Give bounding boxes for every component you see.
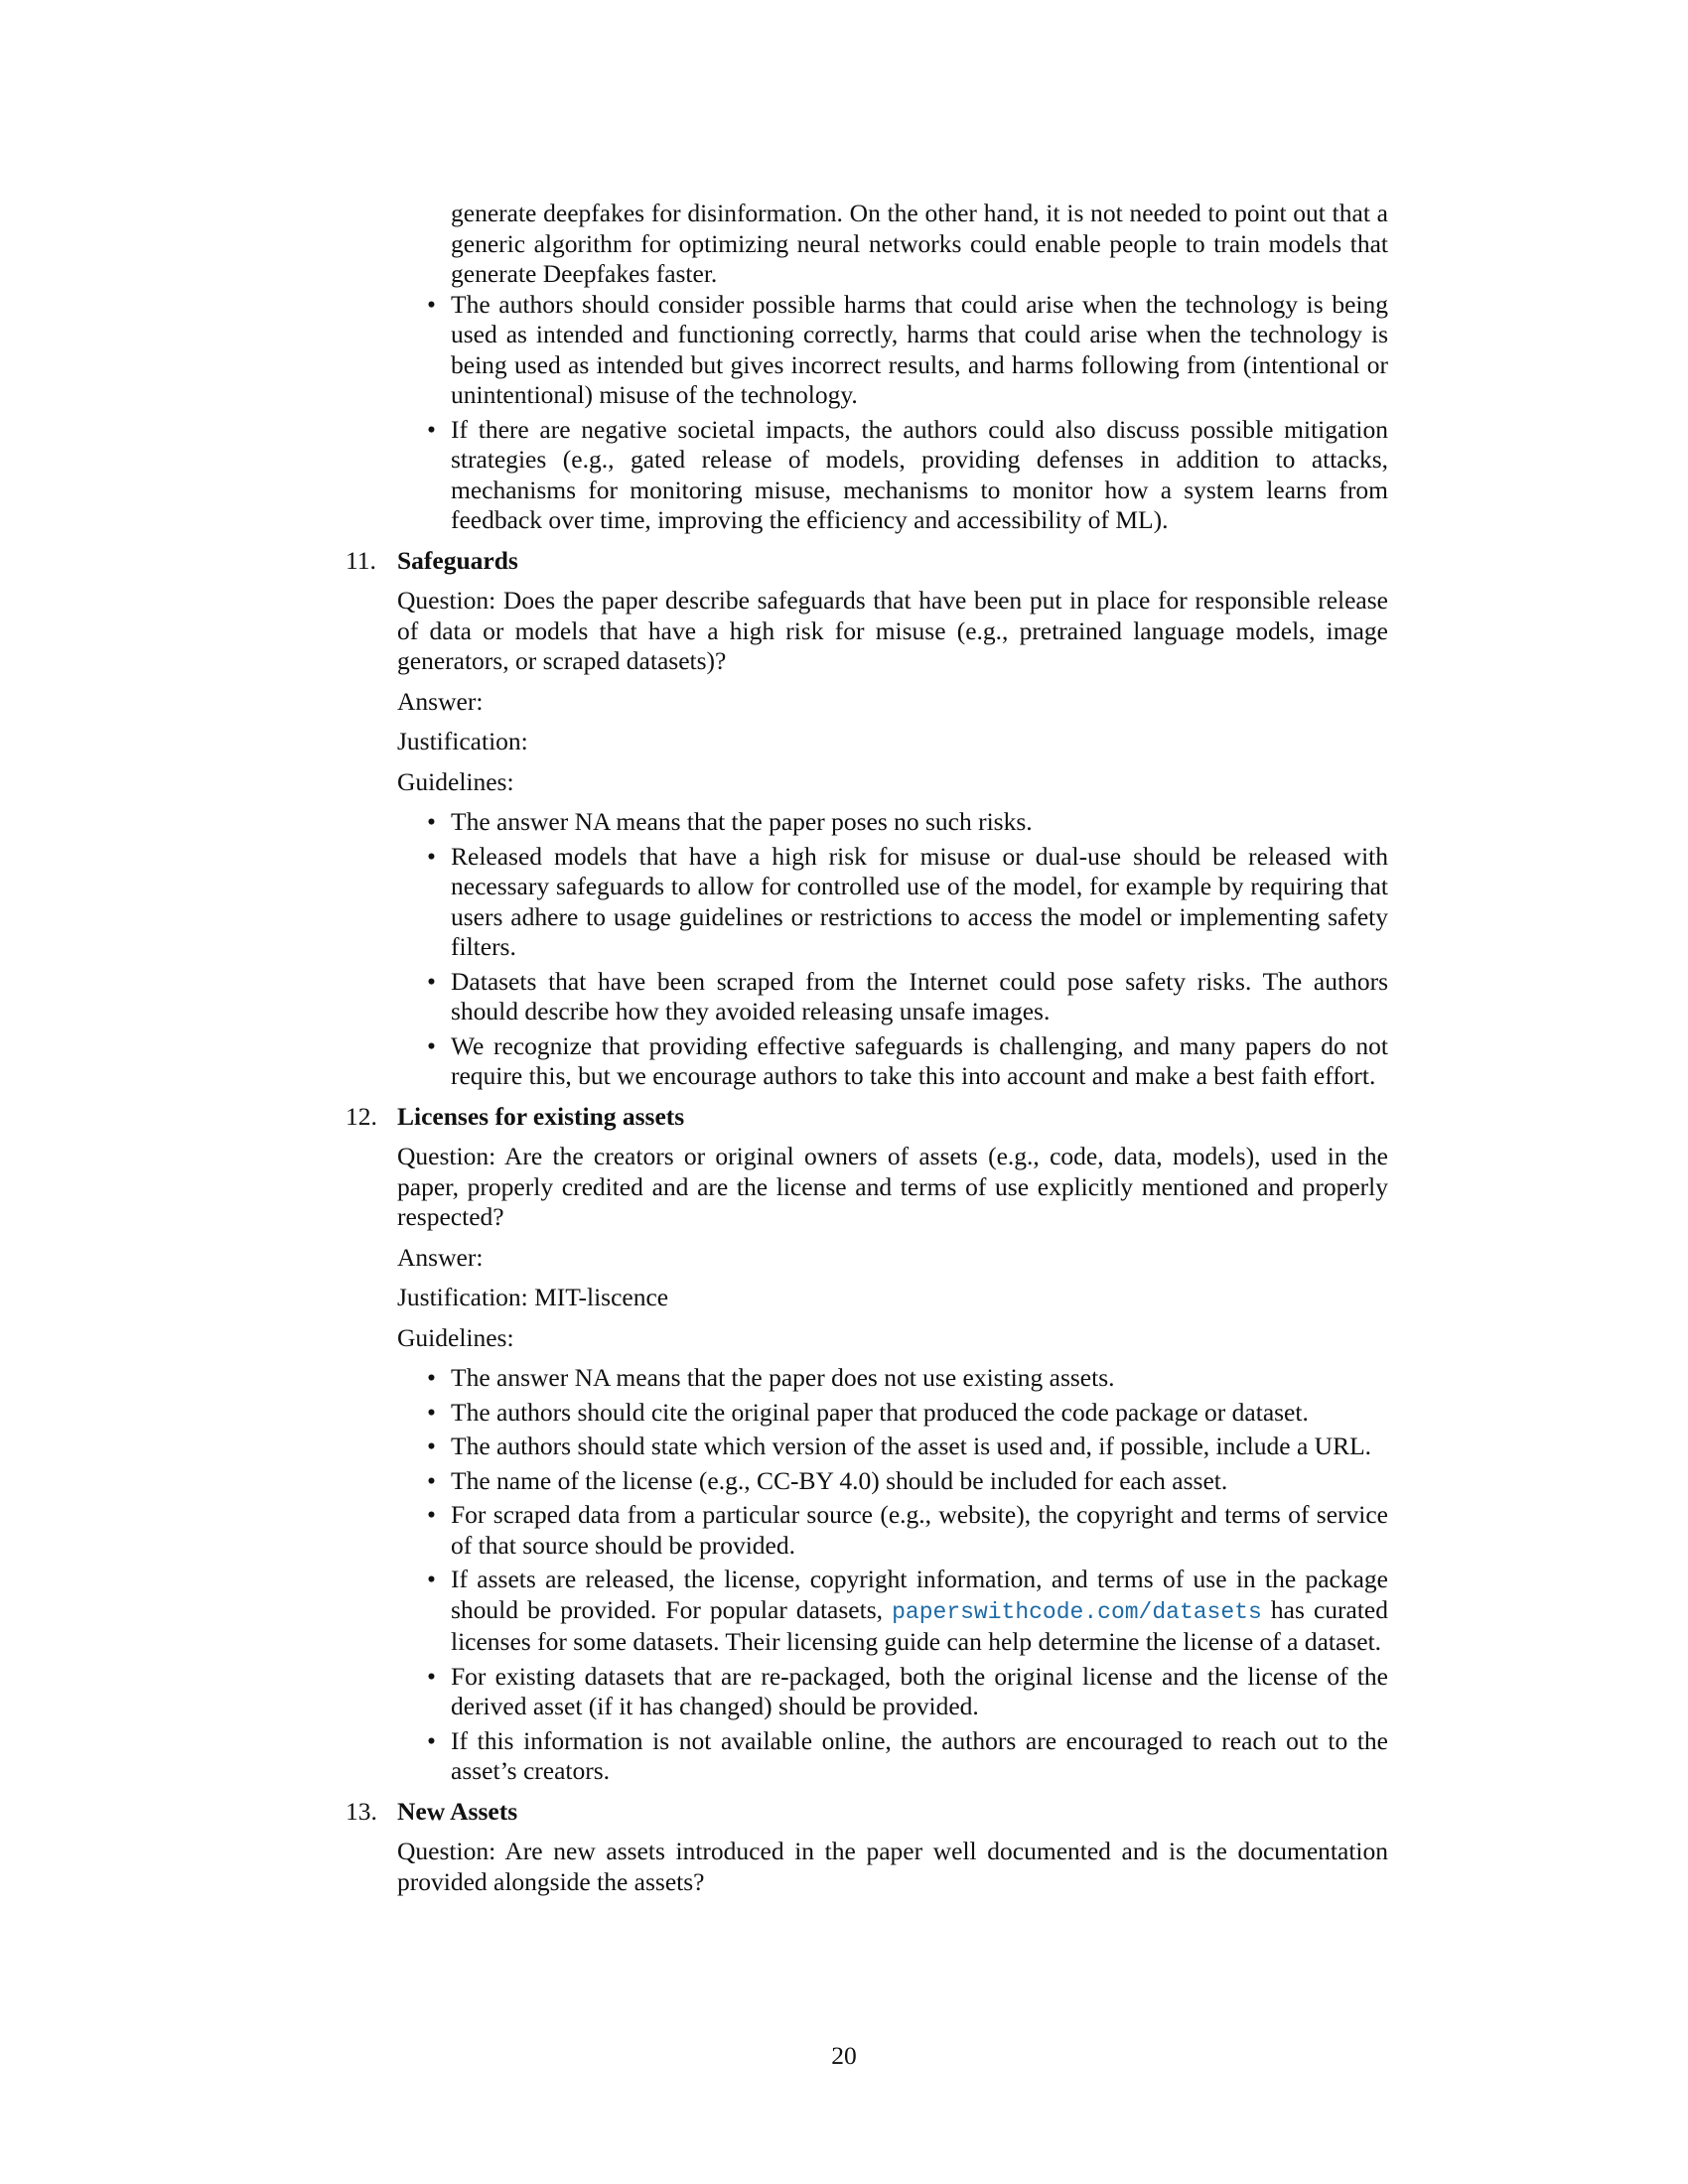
bullet-icon: •: [427, 1397, 436, 1427]
section-number: 12.: [346, 1101, 377, 1131]
list-item: • The answer NA means that the paper does not use existing assets.: [427, 1363, 1115, 1392]
guidelines-list: [427, 807, 1388, 1092]
section-title: Safeguards: [397, 545, 518, 575]
section-title: New Assets: [397, 1796, 518, 1826]
bullet-icon: •: [427, 1465, 436, 1495]
list-item: • For scraped data from a particular source (e.g., website), the copyright and terms of service of that source should be provided.: [427, 1500, 1388, 1560]
continuation-bullets: [427, 289, 1388, 536]
question-text: Question: Are new assets introduced in the paper well documented and is the documentation provided alongside the assets?: [397, 1837, 1388, 1896]
answer-text: Answer:: [397, 686, 484, 716]
bullet-icon: •: [427, 1565, 436, 1593]
bullet-icon: •: [427, 1725, 436, 1755]
list-item: • The answer NA means that the paper poses no such risks.: [427, 807, 1033, 836]
list-item: • Released models that have a high risk for misuse or dual-use should be released with necessary safeguards to allow for controlled use of the model, for example by requiring that users adhere to usage guidelines or restrictions to access the model or implementing safety filters.: [427, 841, 1388, 961]
section-heading: [346, 1102, 1388, 1133]
continuation-paragraph: generate deepfakes for disinformation. On the other hand, it is not needed to point out that a generic algorithm for optimizing neural networks could enable people to train models that generate Deepfakes faster.: [451, 199, 1388, 288]
guidelines-list: [427, 1363, 1388, 1787]
bullet-icon: •: [427, 414, 436, 444]
list-item: • The authors should consider possible harms that could arise when the technology is being used as intended and functioning correctly, harms that could arise when the technology is being used as intended but gives incorrect results, and harms following from (intentional or unintentional) misuse of the technology.: [427, 289, 1388, 409]
section-heading: [346, 1797, 1388, 1828]
bullet-icon: •: [427, 807, 436, 836]
list-item: • We recognize that providing effective safeguards is challenging, and many papers do not require this, but we encourage authors to take this into account and make a best faith effort.: [427, 1030, 1388, 1090]
list-item: • The authors should cite the original paper that produced the code package or dataset.: [427, 1397, 1309, 1427]
section-body: [397, 1837, 1388, 1897]
page-content: [346, 199, 1388, 1897]
bullet-icon: •: [427, 841, 436, 871]
question-text: Question: Does the paper describe safeguards that have been put in place for responsible release of data or models that have a high risk for misuse (e.g., pretrained language models, image generators, or scraped datasets)?: [397, 586, 1388, 675]
list-item: • The authors should state which version of the asset is used and, if possible, include a URL.: [427, 1432, 1372, 1460]
justification-text: Justification: MIT-liscence: [397, 1283, 669, 1311]
section-number: 13.: [346, 1796, 377, 1826]
page-number: 20: [831, 2041, 857, 2070]
guidelines-label: Guidelines:: [397, 1322, 514, 1352]
section-licenses: [346, 1102, 1388, 1787]
section-number: 11.: [346, 545, 376, 575]
section-new-assets: [346, 1797, 1388, 1898]
bullet-icon: •: [427, 1363, 436, 1392]
question-text: Question: Are the creators or original owners of assets (e.g., code, data, models), used in the paper, properly credited and are the license and terms of use explicitly mentioned and properly respected?: [397, 1142, 1388, 1231]
section-title: Licenses for existing assets: [397, 1101, 685, 1131]
section-body: [397, 1142, 1388, 1787]
list-item: • If this information is not available online, the authors are encouraged to reach out to the asset’s creators.: [427, 1725, 1388, 1785]
bullet-icon: •: [427, 1030, 436, 1060]
list-item: • Datasets that have been scraped from the Internet could pose safety risks. The authors should describe how they avoided releasing unsafe images.: [427, 966, 1388, 1025]
list-item: • For existing datasets that are re-packaged, both the original license and the license of the derived asset (if it has changed) should be provided.: [427, 1661, 1388, 1720]
list-item: • The name of the license (e.g., CC-BY 4.0) should be included for each asset.: [427, 1465, 1228, 1495]
guidelines-label: Guidelines:: [397, 766, 514, 796]
list-item: • If assets are released, the license, copyright information, and terms of use in the package should be provided. For popular datasets, paperswithcode.com/datasets has curated licenses for some datasets. Their licensing guide can help determine the license of a dataset.: [427, 1565, 1388, 1656]
list-item: • If there are negative societal impacts, the authors could also discuss possible mitigation strategies (e.g., gated release of models, providing defenses in addition to attacks, mechanisms for monitoring misuse, mechanisms to monitor how a system learns from feedback over time, improving the efficiency and accessibility of ML).: [427, 414, 1388, 534]
answer-text: Answer:: [397, 1242, 484, 1272]
bullet-icon: •: [427, 1500, 436, 1529]
bullet-icon: •: [427, 289, 436, 319]
section-heading: [346, 546, 1388, 577]
justification-text: Justification:: [397, 727, 528, 755]
paperswithcode-link[interactable]: paperswithcode.com/datasets: [892, 1598, 1262, 1625]
section-body: [397, 586, 1388, 1092]
bullet-icon: •: [427, 1432, 436, 1460]
bullet-icon: •: [427, 966, 436, 996]
bullet-icon: •: [427, 1661, 436, 1691]
section-safeguards: [346, 546, 1388, 1092]
